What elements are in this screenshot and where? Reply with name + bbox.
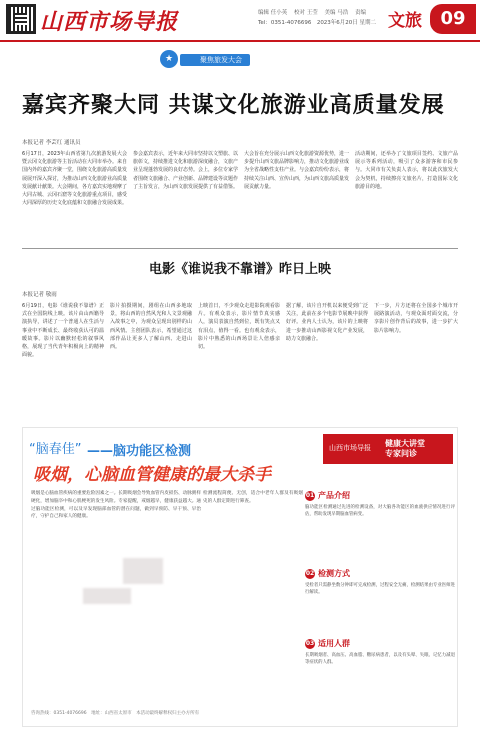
article2-col-2: 影片拍摄期间，剧组在山西多地取景，将山西的自然风光和人文景观融入故事之中，为观众呈现出别样的山西风情。主创团队表示，希望通过这部作品让更多人了解山西、走进山西。 — [110, 303, 192, 351]
ad-section-title: 产品介绍 — [318, 491, 350, 500]
article1-byline: 本报记者 李芸红 通讯员 — [22, 140, 81, 146]
ad-section-2 — [305, 568, 455, 596]
ad-section-1 — [305, 490, 455, 518]
article1-body — [22, 150, 458, 242]
newspaper-masthead: 山西市场导报 — [40, 9, 179, 35]
article1-headline: 嘉宾齐聚大同 共谋文化旅游业高质量发展 — [22, 93, 445, 118]
ad-logo-box — [323, 434, 453, 464]
ad-mid-text: 检测流程简便、无创，适合中老年人群及有吸烟史的人群定期进行筛查。 — [203, 491, 303, 504]
proofreader-credit: 校对 王莹 — [294, 10, 318, 16]
ad-blurred-image — [123, 558, 163, 584]
ad-section-body: 脑功能区检测通过先进的检测设备，对大脑各功能区的血液供应情况进行评估，帮助发现早期脑血管病变。 — [305, 505, 455, 517]
ad-section-number: 02 — [305, 569, 315, 577]
page-number: 09 — [430, 4, 476, 34]
article1-col-1: 6月17日，2023年山西省第九次旅游发展大会暨云冈文化旅游等主旨活动在大同市举办。来自国内外的嘉宾齐聚一堂，围绕文化旅游高质量发展展开深入探讨，为推动山西文化旅游业高质量发展献计献策。大会期间，各方嘉宾实地观摩了大同古城、云冈石窟等文化旅游重点项目，感受大同深厚的历史文化底蕴和文旅融合发展成果。 — [22, 151, 127, 207]
column-tag: 聚焦旅发大会 — [180, 54, 250, 66]
article2-col-1: 6月19日，电影《谁说我不靠谱》正式在全国院线上映。该片由山西籍导演执导，讲述了一个普通人在生活与事业中不断成长、最终收获认可的温暖故事。影片以幽默轻松的叙事风格，展现了当代青年积极向上的精神面貌。 — [22, 303, 104, 359]
section-name: 文旅 — [388, 11, 422, 31]
designer-credit: 美编 马浩 — [324, 10, 349, 16]
tag-icon: ★ — [160, 50, 178, 68]
article2-byline: 本报记者 敬雨 — [22, 292, 57, 298]
ad-section-number: 01 — [305, 491, 315, 499]
article2-body — [22, 302, 458, 414]
article1-col-4: 活动期间，还举办了文旅项目签约、文旅产品展示等系列活动，吸引了众多游客和市民参与。大同市有关负责人表示，将以此次旅发大会为契机，持续擦亮文旅名片，打造国际文化旅游目的地。 — [355, 151, 458, 190]
chief-editor-credit: 责编 — [355, 10, 367, 16]
ad-blurred-image — [83, 588, 131, 604]
article1-col-3: 大会旨在充分展示山西文化旅游资源优势，进一步提升山西文旅品牌影响力，推动文化旅游业成为全省战略性支柱产业。与会嘉宾纷纷表示，将持续关注山西、宣传山西，为山西文旅高质量发展贡献力量。 — [244, 151, 349, 190]
ad-footer: 咨询热线：0351-4076696 地址：山西省太原市 本活动最终解释权归主办方所有 — [31, 711, 200, 716]
section-divider — [22, 248, 458, 249]
editor-credit: 编辑 任小英 — [258, 10, 288, 16]
qr-code-icon — [6, 4, 36, 34]
article1-col-2: 参会嘉宾表示，近年来大同市坚持以文塑旅、以旅彰文，持续推进文化和旅游深度融合，文旅产业呈现蓬勃发展的良好态势。会上，多位专家学者围绕文旅融合、产业创新、品牌建设等议题作了主旨发言，为山西文旅发展提供了有益借鉴。 — [133, 151, 238, 190]
ad-left-text: 吸烟是心脑血管疾病的重要危险因素之一。长期吸烟会导致血管内皮损伤、动脉粥样硬化，增加脑卒中和心肌梗死的发生风险。专家提醒，戒烟越早，健康获益越大。通过脑功能区检测，可以及早发现脑部血管的潜在问题，做到早预防、早干预、早治疗，守护自己和家人的健康。 — [31, 491, 201, 520]
ad-logo-line-2: 专家问诊 — [385, 449, 417, 458]
page-header — [0, 0, 480, 42]
ad-section-3 — [305, 638, 455, 666]
article2-headline: 电影《谁说我不靠谱》昨日上映 — [148, 262, 331, 277]
article2-col-3: 上映首日，不少观众走进影院观看影片。有观众表示，影片情节真实感人，演员表演自然到位，既有笑点又有泪点，值得一看。也有观众表示，影片中熟悉的山西场景让人倍感亲切。 — [198, 303, 280, 351]
ad-logo-left: 山西市场导报 — [329, 444, 371, 452]
ad-subtitle: 吸烟，心脑血管健康的最大杀手 — [33, 465, 271, 485]
ad-title: ——脑功能区检测 — [87, 444, 192, 459]
ad-logo-right — [385, 439, 425, 459]
ad-logo-line-1: 健康大讲堂 — [385, 439, 425, 448]
article2-col-5: 下一步，片方还将在全国多个城市开展路演活动，与观众面对面交流，分享影片创作背后的故事，进一步扩大影片影响力。 — [374, 303, 458, 334]
contact-date: Tel：0351-4076696 2023年6月20日 星期二 — [258, 20, 377, 26]
ad-section-title: 检测方式 — [318, 569, 350, 578]
ad-section-number: 03 — [305, 639, 315, 647]
ad-section-title: 适用人群 — [318, 639, 350, 648]
article2-col-4: 据了解，该片自开机以来便受到广泛关注，此前在多个电影节展映中获得好评。业内人士认为，该片的上映将进一步推动山西影视文化产业发展，助力文旅融合。 — [286, 303, 368, 342]
header-info — [258, 8, 376, 28]
ad-section-body: 受检者只需静坐数分钟即可完成检测，过程安全无痛，检测结果由专业医师进行解读。 — [305, 583, 455, 595]
health-advertisement — [22, 427, 458, 727]
ad-section-body: 长期吸烟者、高血压、高血脂、糖尿病患者，以及有头晕、失眠、记忆力减退等症状的人群。 — [305, 653, 455, 665]
ad-brand-title: “脑春佳” — [29, 442, 82, 457]
